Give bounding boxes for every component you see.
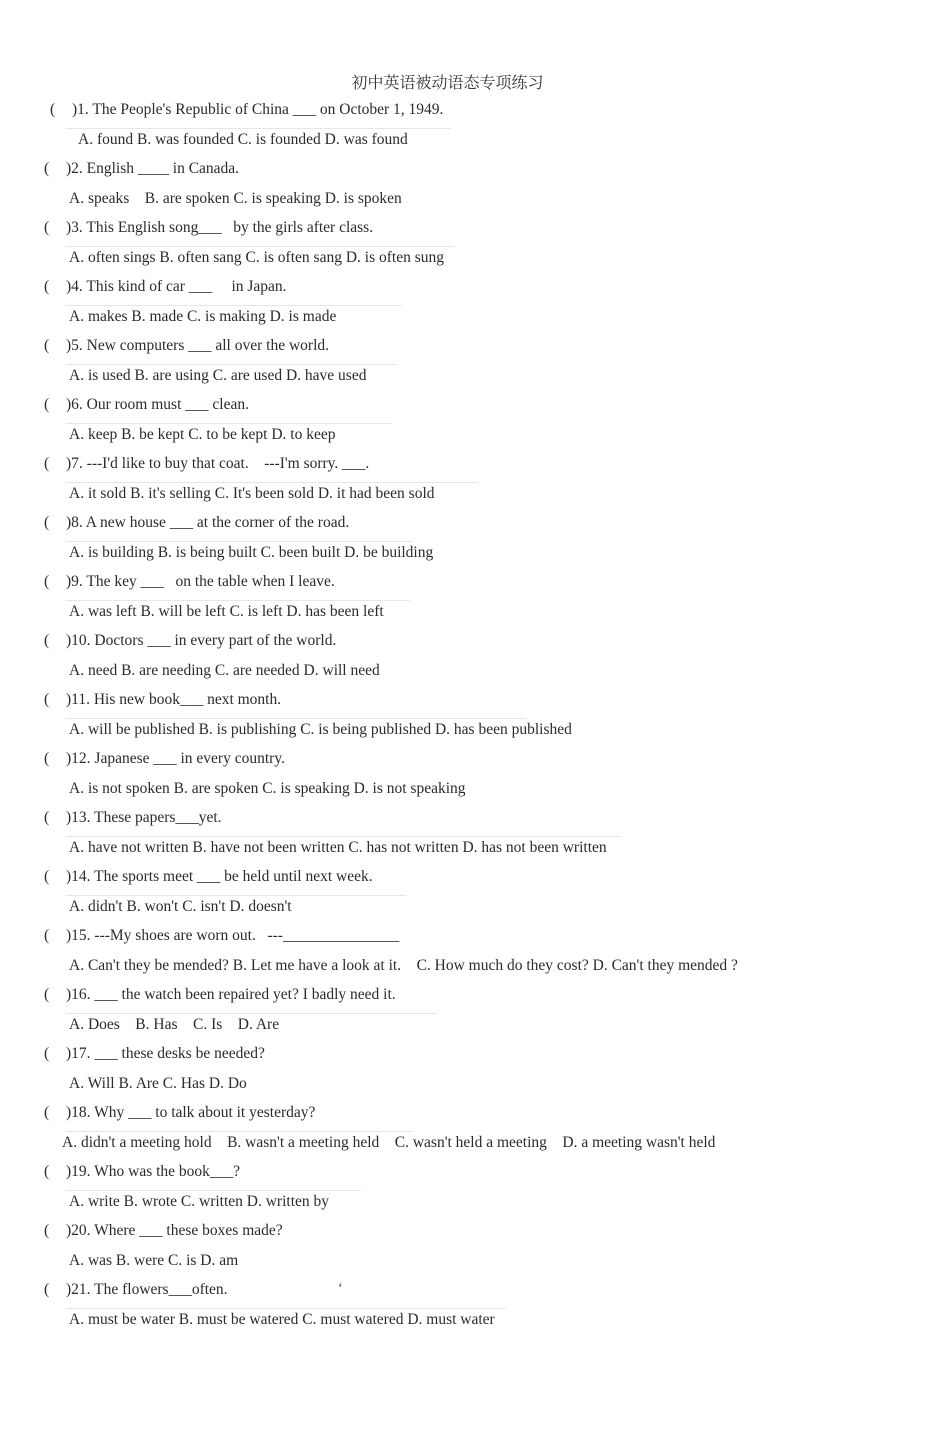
question-text: )20. Where ___ these boxes made? — [66, 1222, 283, 1239]
question-stem — [44, 1221, 283, 1241]
question-text: )18. Why ___ to talk about it yesterday? — [66, 1104, 316, 1121]
answer-paren: ( — [44, 1281, 50, 1298]
question-stem — [44, 572, 335, 592]
question-text: )5. New computers ___ all over the world. — [66, 337, 330, 354]
answer-paren: ( — [44, 278, 50, 295]
question-text: )9. The key ___ on the table when I leave. — [66, 573, 335, 590]
answer-paren: ( — [44, 1163, 50, 1180]
answer-paren: ( — [44, 1104, 50, 1121]
question-stem — [44, 1103, 315, 1123]
question-options: A. must be water B. must be watered C. must watered D. must water — [69, 1310, 495, 1328]
table-rule — [66, 482, 478, 483]
question-text: )17. ___ these desks be needed? — [66, 1045, 265, 1062]
table-rule — [66, 305, 402, 306]
question-stem — [44, 513, 349, 533]
answer-paren: ( — [44, 986, 50, 1003]
question-text: )13. These papers___yet. — [66, 809, 222, 826]
answer-paren: ( — [44, 750, 50, 767]
question-stem — [44, 808, 222, 828]
table-rule — [66, 246, 454, 247]
table-rule — [66, 128, 451, 129]
question-stem — [44, 1162, 240, 1182]
table-rule — [66, 600, 410, 601]
stray-mark: ‘ — [338, 1281, 343, 1296]
question-text: )8. A new house ___ at the corner of the road. — [66, 514, 350, 531]
question-stem — [44, 218, 373, 238]
table-rule — [66, 718, 526, 719]
page-title: 初中英语被动语态专项练习 — [351, 73, 544, 92]
question-stem — [44, 336, 329, 356]
question-stem — [44, 985, 396, 1005]
table-rule — [66, 1013, 436, 1014]
question-options: A. is building B. is being built C. been built D. be building — [69, 543, 434, 561]
question-options: A. often sings B. often sang C. is often sang D. is often sung — [69, 248, 444, 266]
question-options: A. Can't they be mended? B. Let me have a look at it. C. How much do they cost? D. Can't they mended ? — [69, 956, 738, 974]
answer-paren: ( — [44, 514, 50, 531]
question-options: A. speaks B. are spoken C. is speaking D. is spoken — [69, 189, 402, 207]
question-text: )6. Our room must ___ clean. — [66, 396, 249, 413]
question-stem — [44, 1280, 228, 1300]
question-text: )21. The flowers___often. — [66, 1281, 228, 1298]
question-text: )7. ---I'd like to buy that coat. ---I'm sorry. ___. — [66, 455, 370, 472]
table-rule — [66, 895, 406, 896]
answer-paren: ( — [44, 455, 50, 472]
question-stem — [44, 277, 287, 297]
answer-paren: ( — [44, 219, 50, 236]
table-rule — [66, 1190, 361, 1191]
question-options: A. need B. are needing C. are needed D. will need — [69, 661, 380, 679]
question-stem — [44, 1044, 265, 1064]
table-rule — [66, 1131, 412, 1132]
question-text: )3. This English song___ by the girls after class. — [66, 219, 374, 236]
question-stem — [50, 100, 443, 120]
question-text: )11. His new book___ next month. — [66, 691, 282, 708]
question-options: A. is used B. are using C. are used D. have used — [69, 366, 367, 384]
answer-paren: ( — [50, 101, 56, 118]
table-rule — [66, 836, 621, 837]
question-options: A. will be published B. is publishing C. is being published D. has been published — [69, 720, 572, 738]
question-options: A. didn't B. won't C. isn't D. doesn't — [69, 897, 292, 915]
answer-paren: ( — [44, 927, 50, 944]
question-options: A. write B. wrote C. written D. written by — [69, 1192, 330, 1210]
answer-paren: ( — [44, 396, 50, 413]
question-stem — [44, 926, 399, 946]
question-text: )16. ___ the watch been repaired yet? I badly need it. — [66, 986, 396, 1003]
question-stem — [44, 749, 285, 769]
question-options: A. is not spoken B. are spoken C. is speaking D. is not speaking — [69, 779, 466, 797]
question-text: )14. The sports meet ___ be held until next week. — [66, 868, 373, 885]
question-stem — [44, 159, 239, 179]
answer-paren: ( — [44, 868, 50, 885]
question-options: A. Will B. Are C. Has D. Do — [69, 1074, 247, 1092]
question-text: )4. This kind of car ___ in Japan. — [66, 278, 287, 295]
question-options: A. Does B. Has C. Is D. Are — [69, 1015, 280, 1033]
question-options: A. it sold B. it's selling C. It's been sold D. it had been sold — [69, 484, 435, 502]
question-stem — [44, 454, 369, 474]
question-text: )19. Who was the book___? — [66, 1163, 241, 1180]
question-options: A. found B. was founded C. is founded D. was found — [78, 130, 408, 148]
answer-paren: ( — [44, 632, 50, 649]
table-rule — [66, 1308, 506, 1309]
question-options: A. makes B. made C. is making D. is made — [69, 307, 337, 325]
answer-paren: ( — [44, 809, 50, 826]
question-options: A. was B. were C. is D. am — [69, 1251, 239, 1269]
question-options: A. have not written B. have not been written C. has not written D. has not been written — [69, 838, 607, 856]
question-options: A. didn't a meeting hold B. wasn't a meeting held C. wasn't held a meeting D. a meeting wasn't held — [62, 1133, 716, 1151]
question-stem — [44, 395, 249, 415]
table-rule — [66, 423, 392, 424]
question-stem — [44, 690, 281, 710]
question-text: )10. Doctors ___ in every part of the world. — [66, 632, 337, 649]
answer-paren: ( — [44, 1045, 50, 1062]
question-text: )2. English ____ in Canada. — [66, 160, 240, 177]
question-options: A. keep B. be kept C. to be kept D. to keep — [69, 425, 336, 443]
table-rule — [66, 364, 396, 365]
answer-paren: ( — [44, 337, 50, 354]
question-text: )1. The People's Republic of China ___ on October 1, 1949. — [72, 101, 444, 118]
question-text: )15. ---My shoes are worn out. ---_______________ — [66, 927, 400, 944]
question-text: )12. Japanese ___ in every country. — [66, 750, 285, 767]
answer-paren: ( — [44, 573, 50, 590]
answer-paren: ( — [44, 691, 50, 708]
answer-paren: ( — [44, 1222, 50, 1239]
question-stem — [44, 631, 336, 651]
table-rule — [66, 541, 412, 542]
question-stem — [44, 867, 373, 887]
answer-paren: ( — [44, 160, 50, 177]
question-options: A. was left B. will be left C. is left D. has been left — [69, 602, 384, 620]
